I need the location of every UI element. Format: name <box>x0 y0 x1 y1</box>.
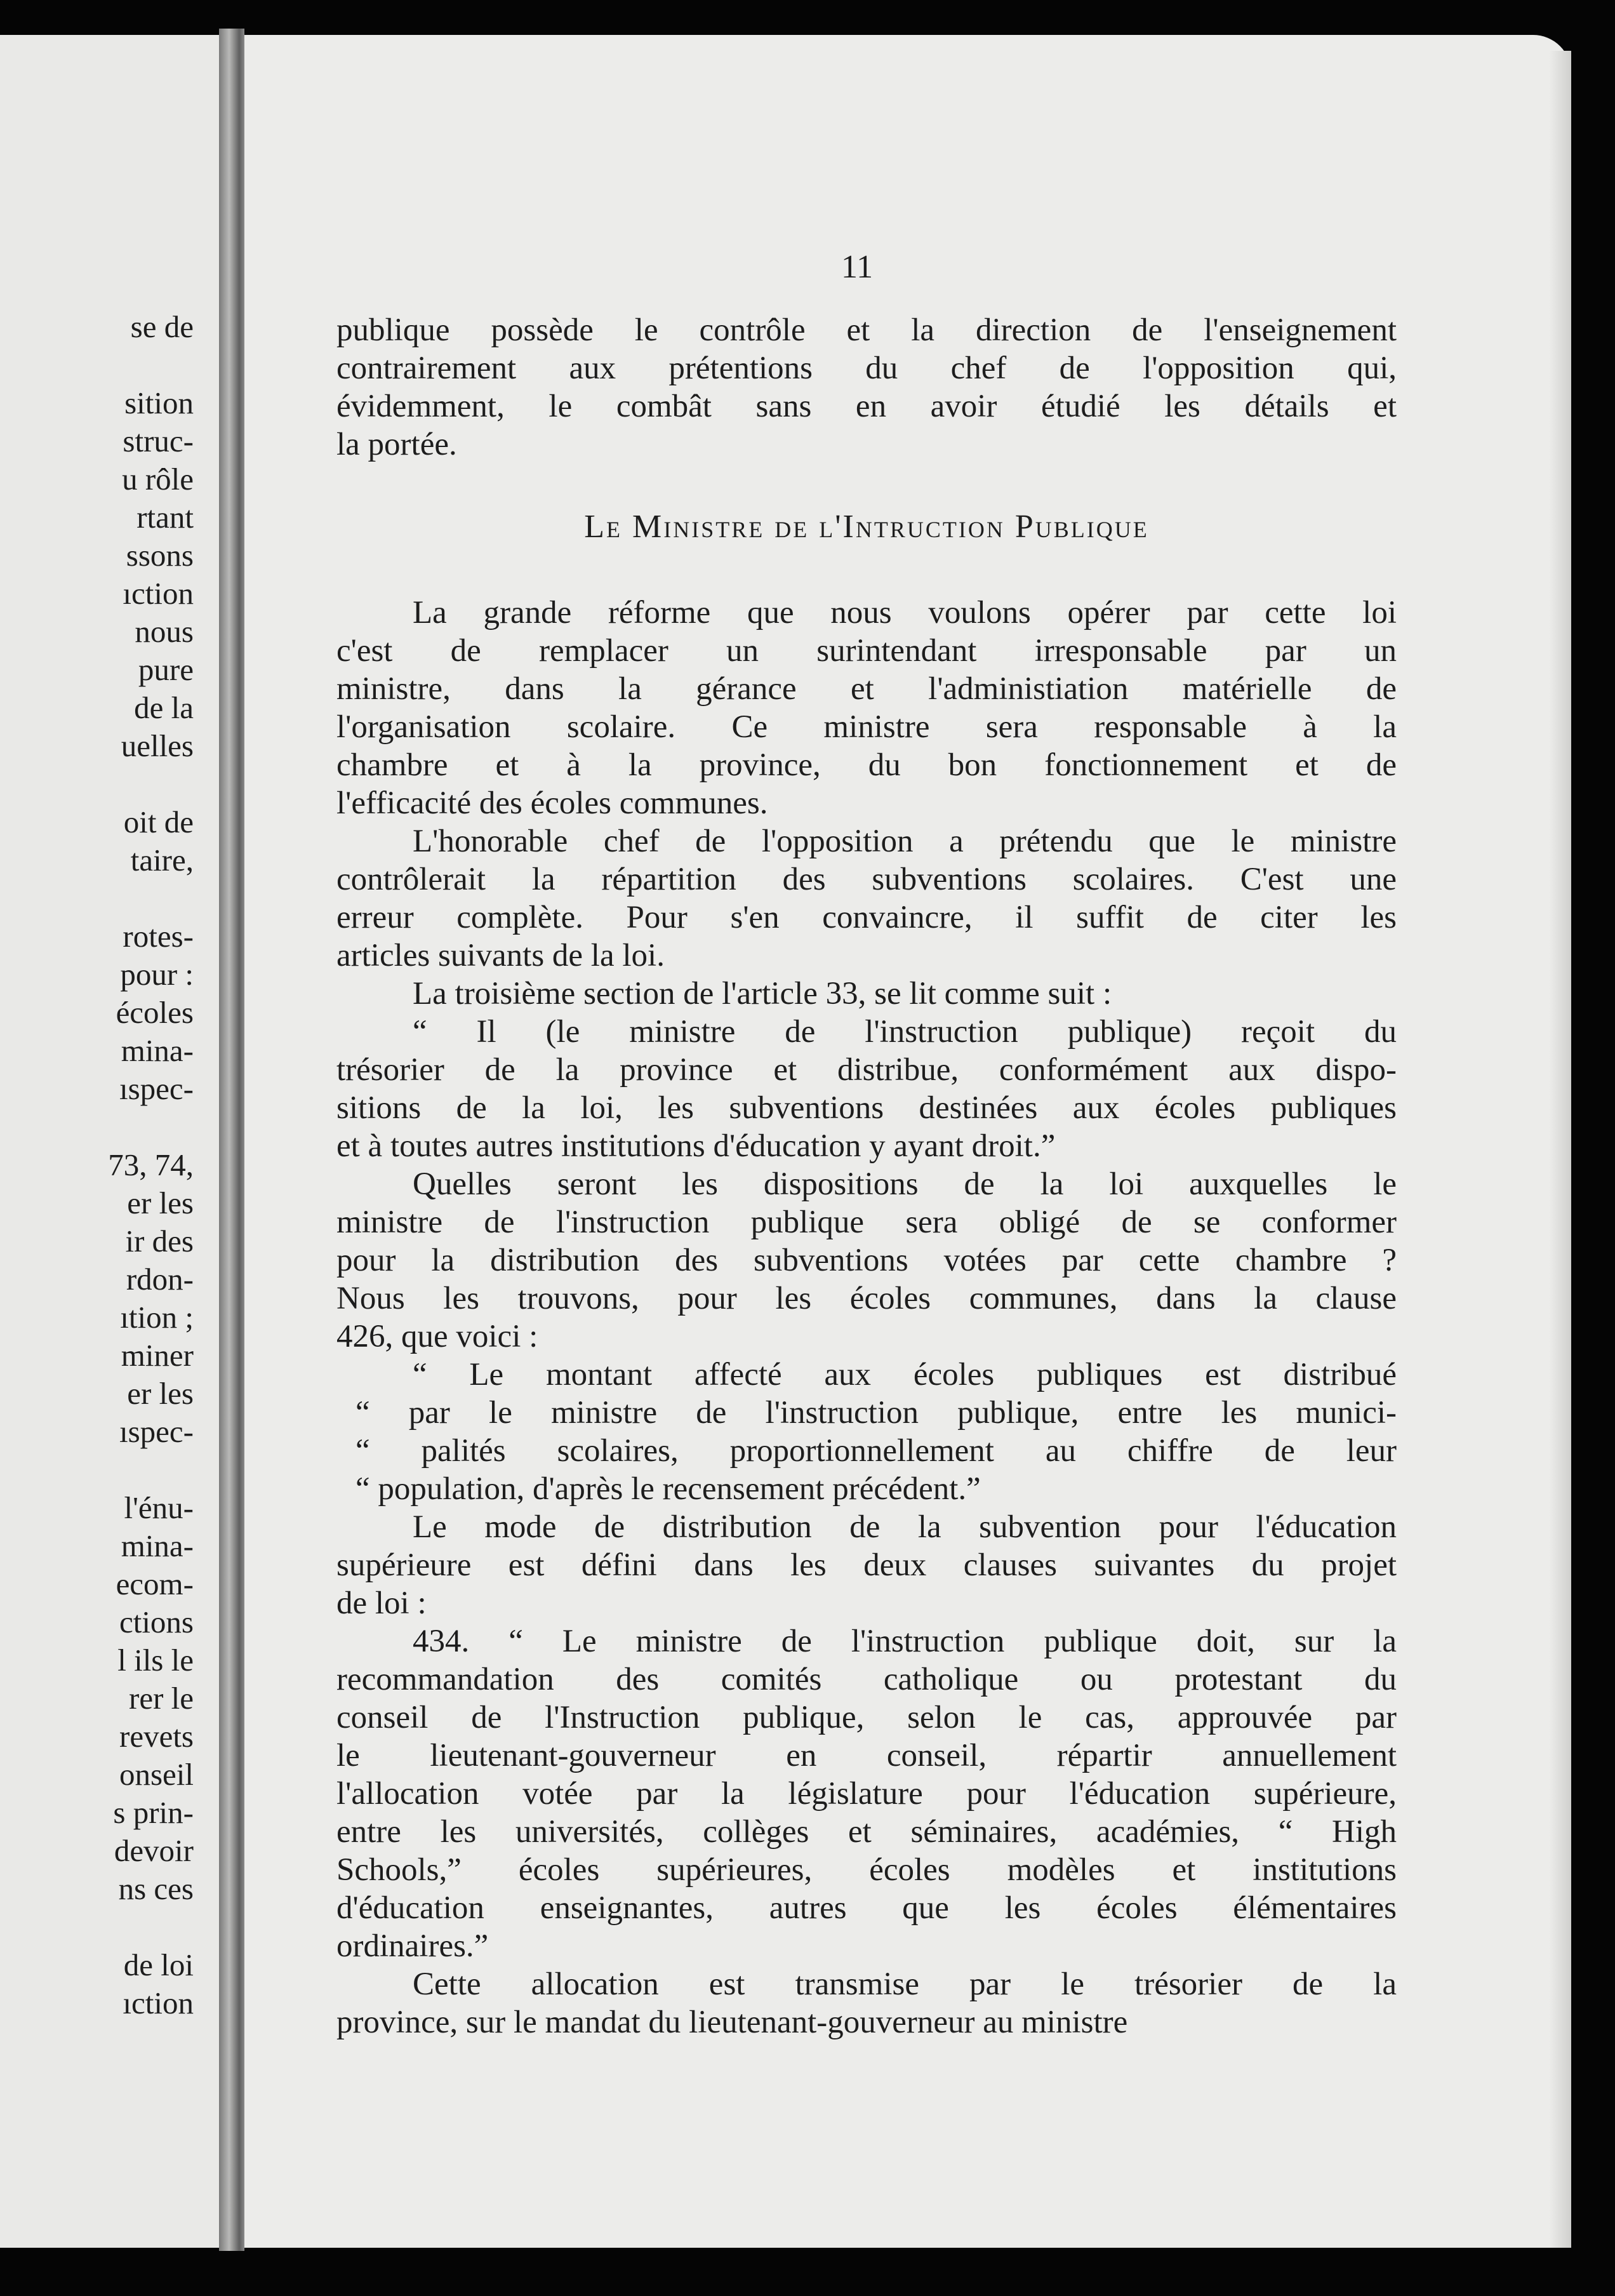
left-page-line: ir des <box>125 1224 194 1258</box>
text-line: Le mode de distribution de la subvention pour l'éducation <box>413 1509 1397 1545</box>
text-line: entre les universités, collèges et séminaires, académies, “ High <box>336 1814 1397 1850</box>
text-line: publique possède le contrôle et la direction de l'enseignement <box>336 312 1397 348</box>
text-line: ordinaires.” <box>336 1928 489 1964</box>
text-line: d'éducation enseignantes, autres que les écoles élémentaires <box>336 1890 1397 1926</box>
paragraph <box>336 822 1397 975</box>
page-body <box>336 311 1397 2041</box>
text-line: “ Le montant affecté aux écoles publiques est distribué <box>413 1357 1397 1392</box>
text-line: de loi : <box>336 1585 427 1621</box>
left-page-line: rtant <box>136 500 194 535</box>
left-page-line: u rôle <box>122 462 194 497</box>
left-page-line: ıtion ; <box>120 1300 194 1335</box>
paragraph <box>336 311 1397 464</box>
left-page-line: s prin- <box>113 1795 194 1830</box>
left-page-line: ıspec- <box>119 1414 194 1449</box>
paragraph <box>336 1622 1397 1965</box>
section-heading: Le Ministre de l'Intruction Publique <box>584 509 1149 545</box>
page-edge-shadow <box>1549 51 1571 2248</box>
text-line: contrôlerait la répartition des subventions scolaires. C'est une <box>336 862 1397 897</box>
left-page-text <box>0 35 219 2248</box>
left-page-line: nous <box>135 614 194 649</box>
text-line: Cette allocation est transmise par le trésorier de la <box>413 1966 1397 2002</box>
text-line: “ palités scolaires, proportionnellement au chiffre de leur <box>356 1433 1397 1469</box>
paragraphs-container <box>336 594 1397 2041</box>
text-line: Nous les trouvons, pour les écoles communes, dans la clause <box>336 1281 1397 1316</box>
left-page-line: pour : <box>120 957 194 992</box>
text-line: évidemment, le combât sans en avoir étudié les détails et <box>336 389 1397 424</box>
left-page-line: mina- <box>121 1528 194 1563</box>
text-line: sitions de la loi, les subventions destinées aux écoles publiques <box>336 1090 1397 1126</box>
left-page-line: miner <box>121 1338 194 1373</box>
left-page-line: écoles <box>116 995 194 1030</box>
paragraph <box>336 594 1397 822</box>
text-line: “ Il (le ministre de l'instruction publique) reçoit du <box>413 1014 1397 1050</box>
left-page-line: er les <box>127 1376 194 1411</box>
text-line: et à toutes autres institutions d'éducation y ayant droit.” <box>336 1128 1056 1164</box>
text-line: L'honorable chef de l'opposition a prétendu que le ministre <box>413 824 1397 859</box>
paragraph <box>336 1356 1397 1508</box>
left-page-line: struc- <box>123 424 194 458</box>
left-page-line: ecom- <box>116 1566 194 1601</box>
text-line: supérieure est défini dans les deux clauses suivantes du projet <box>336 1547 1397 1583</box>
left-page-line: sition <box>124 385 194 420</box>
text-line: trésorier de la province et distribue, conformément aux dispo- <box>336 1052 1397 1088</box>
text-line: erreur complète. Pour s'en convaincre, il suffit de citer les <box>336 900 1397 935</box>
text-line: 426, que voici : <box>336 1319 538 1354</box>
text-line: ministre, dans la gérance et l'administiation matérielle de <box>336 671 1397 707</box>
text-line: La troisième section de l'article 33, se lit comme suit : <box>413 976 1112 1011</box>
text-line: la portée. <box>336 427 457 462</box>
left-page-line: taire, <box>130 843 194 878</box>
left-page-line: l'énu- <box>124 1490 194 1525</box>
left-page-line: de loi <box>123 1947 194 1982</box>
text-line: Schools,” écoles supérieures, écoles modèles et institutions <box>336 1852 1397 1888</box>
left-page-line: ns ces <box>118 1871 194 1906</box>
left-page-line: oit de <box>123 804 194 839</box>
left-page-line: l ils le <box>117 1643 194 1678</box>
left-page-line: devoir <box>114 1833 194 1868</box>
text-line: “ population, d'après le recensement précédent.” <box>356 1471 981 1507</box>
page-number: 11 <box>841 249 874 285</box>
paragraph <box>336 1165 1397 1356</box>
left-page-line: de la <box>134 690 194 725</box>
left-page-line: 73, 74, <box>108 1147 194 1182</box>
text-line: le lieutenant-gouverneur en conseil, répartir annuellement <box>336 1738 1397 1773</box>
text-line: l'allocation votée par la législature pour l'éducation supérieure, <box>336 1776 1397 1812</box>
left-page-line: ıction <box>123 576 194 611</box>
text-line: La grande réforme que nous voulons opérer par cette loi <box>413 595 1397 631</box>
text-line: recommandation des comités catholique ou protestant du <box>336 1662 1397 1697</box>
text-line: 434. “ Le ministre de l'instruction publique doit, sur la <box>413 1624 1397 1659</box>
left-page-line: er les <box>127 1185 194 1220</box>
text-line: contrairement aux prétentions du chef de l'opposition qui, <box>336 350 1397 386</box>
left-page-line: pure <box>138 652 194 687</box>
text-line: chambre et à la province, du bon fonctionnement et de <box>336 747 1397 783</box>
left-page-line: uelles <box>121 728 194 763</box>
text-line: articles suivants de la loi. <box>336 938 665 973</box>
text-line: c'est de remplacer un surintendant irresponsable par un <box>336 633 1397 669</box>
left-page-line: onseil <box>119 1757 194 1792</box>
text-line: “ par le ministre de l'instruction publique, entre les munici- <box>356 1395 1397 1431</box>
left-page-line: rdon- <box>126 1262 194 1297</box>
text-line: Quelles seront les dispositions de la loi auxquelles le <box>413 1166 1397 1202</box>
paragraph <box>336 1013 1397 1165</box>
left-page-line: rer le <box>129 1681 194 1716</box>
text-line: l'organisation scolaire. Ce ministre sera responsable à la <box>336 709 1397 745</box>
left-page-line: revets <box>119 1719 194 1754</box>
left-page-line: ıction <box>123 1986 194 2020</box>
left-page-line: ctions <box>119 1605 194 1639</box>
left-page-line: ıspec- <box>119 1071 194 1106</box>
text-line: pour la distribution des subventions votées par cette chambre ? <box>336 1243 1397 1278</box>
left-page-line: ssons <box>126 538 194 573</box>
paragraph <box>336 1965 1397 2041</box>
left-page-line: mina- <box>121 1033 194 1068</box>
left-page-line: se de <box>130 309 194 344</box>
book-gutter <box>219 29 244 2251</box>
paragraph <box>336 1508 1397 1622</box>
left-facing-page <box>0 35 219 2248</box>
paragraph <box>336 975 1397 1013</box>
text-line: ministre de l'instruction publique sera obligé de se conformer <box>336 1205 1397 1240</box>
text-line: province, sur le mandat du lieutenant-gouverneur au ministre <box>336 2005 1128 2040</box>
text-line: conseil de l'Instruction publique, selon le cas, approuvée par <box>336 1700 1397 1735</box>
left-page-line: rotes- <box>123 919 194 954</box>
text-line: l'efficacité des écoles communes. <box>336 785 768 821</box>
